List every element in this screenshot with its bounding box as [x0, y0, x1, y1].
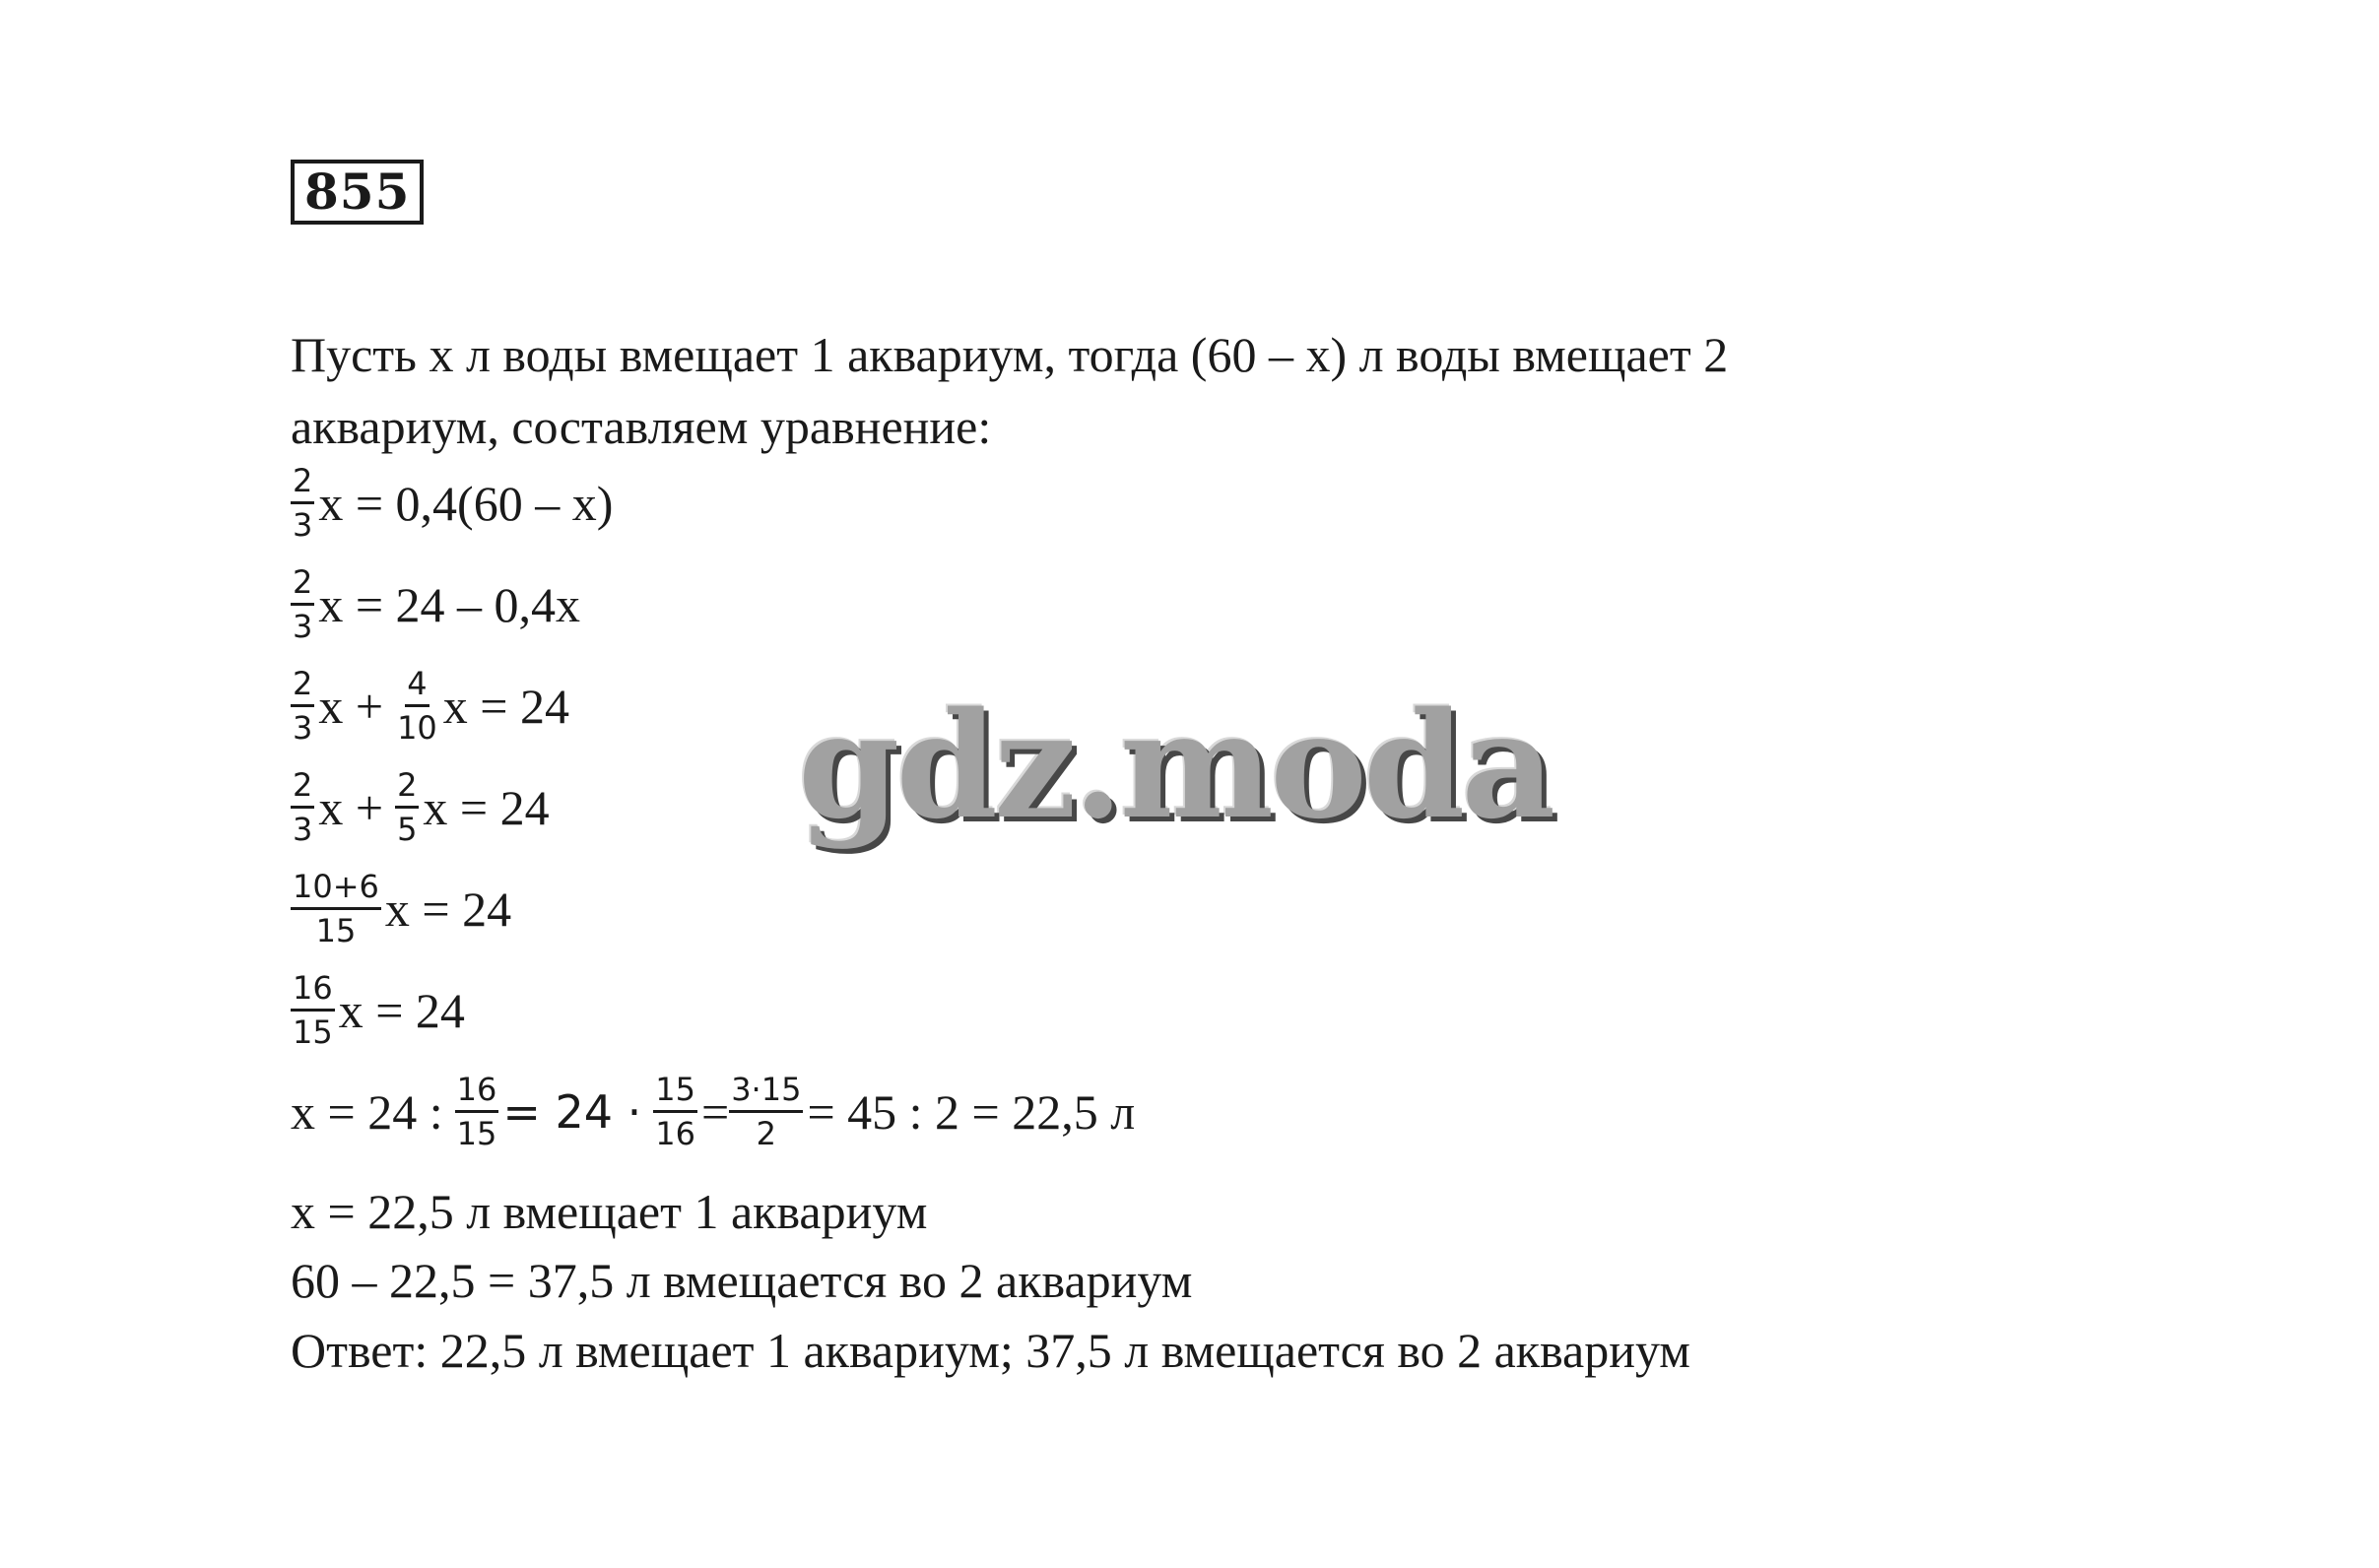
fraction-numerator: 15: [653, 1072, 697, 1113]
fraction-numerator: 2: [291, 463, 314, 504]
fraction-denominator: 5: [397, 811, 418, 848]
fraction: [395, 767, 419, 847]
fraction: [455, 1072, 499, 1151]
fraction-numerator: 2: [291, 767, 314, 809]
equation-7: [291, 1072, 1135, 1151]
result-line-2: 60 – 22,5 = 37,5 л вмещается во 2 аквариум: [291, 1253, 1193, 1308]
fraction: [291, 666, 314, 746]
equation-text: x = 24 – 0,4x: [318, 576, 581, 632]
fraction-denominator: 15: [293, 1013, 333, 1051]
fraction-numerator: 2: [291, 666, 314, 707]
fraction-numerator: 3·15: [729, 1072, 803, 1113]
equation-text: x +: [318, 678, 384, 734]
fraction-denominator: 3: [293, 506, 313, 544]
answer-line: Ответ: 22,5 л вмещает 1 аквариум; 37,5 л вмещается во 2 аквариум: [291, 1323, 1690, 1378]
fraction: [291, 463, 314, 543]
fraction-numerator: 2: [395, 767, 419, 809]
equation-1: [291, 463, 613, 543]
fraction-denominator: 2: [756, 1115, 776, 1152]
fraction: [729, 1072, 803, 1151]
equation-text: x = 24 :: [291, 1083, 443, 1140]
fraction: [291, 970, 335, 1050]
fraction: [291, 564, 314, 644]
fraction-numerator: 2: [291, 564, 314, 606]
equation-6: [291, 970, 465, 1050]
fraction: [653, 1072, 697, 1151]
fraction-numerator: 4: [405, 666, 429, 707]
problem-number: 855: [291, 160, 424, 225]
fraction-denominator: 3: [293, 709, 313, 747]
equation-text: x = 24: [384, 881, 512, 937]
fraction-denominator: 10: [397, 709, 437, 747]
fraction-denominator: 3: [293, 608, 313, 645]
watermark-logo: gdz.moda: [798, 680, 1553, 851]
equation-2: [291, 564, 580, 644]
fraction: [291, 869, 381, 948]
fraction-denominator: 3: [293, 811, 313, 848]
equation-text: x +: [318, 779, 384, 835]
equation-4: [291, 767, 550, 847]
equation-text: = 45 : 2 = 22,5 л: [807, 1083, 1136, 1140]
equation-text: x = 24: [442, 678, 569, 734]
equation-text: =: [700, 1083, 730, 1140]
equation-5: [291, 869, 511, 948]
equation-3: [291, 666, 569, 746]
equation-text: x = 0,4(60 – x): [318, 475, 614, 531]
equation-text: x = 24: [423, 779, 550, 835]
result-line-1: x = 22,5 л вмещает 1 аквариум: [291, 1184, 928, 1239]
equation-text: x = 24: [338, 982, 465, 1038]
fraction-denominator: 15: [456, 1115, 497, 1152]
fraction-numerator: 16: [455, 1072, 499, 1113]
fraction: [395, 666, 439, 746]
fraction: [291, 767, 314, 847]
fraction-denominator: 16: [655, 1115, 695, 1152]
fraction-numerator: 16: [291, 970, 335, 1012]
fraction-numerator: 10+6: [291, 869, 381, 910]
intro-line-2: аквариум, составляем уравнение:: [291, 399, 992, 454]
equation-text: = 24 ·: [502, 1084, 642, 1139]
fraction-denominator: 15: [315, 912, 357, 949]
intro-line-1: Пусть x л воды вмещает 1 аквариум, тогда (60 – x) л воды вмещает 2: [291, 327, 1729, 382]
